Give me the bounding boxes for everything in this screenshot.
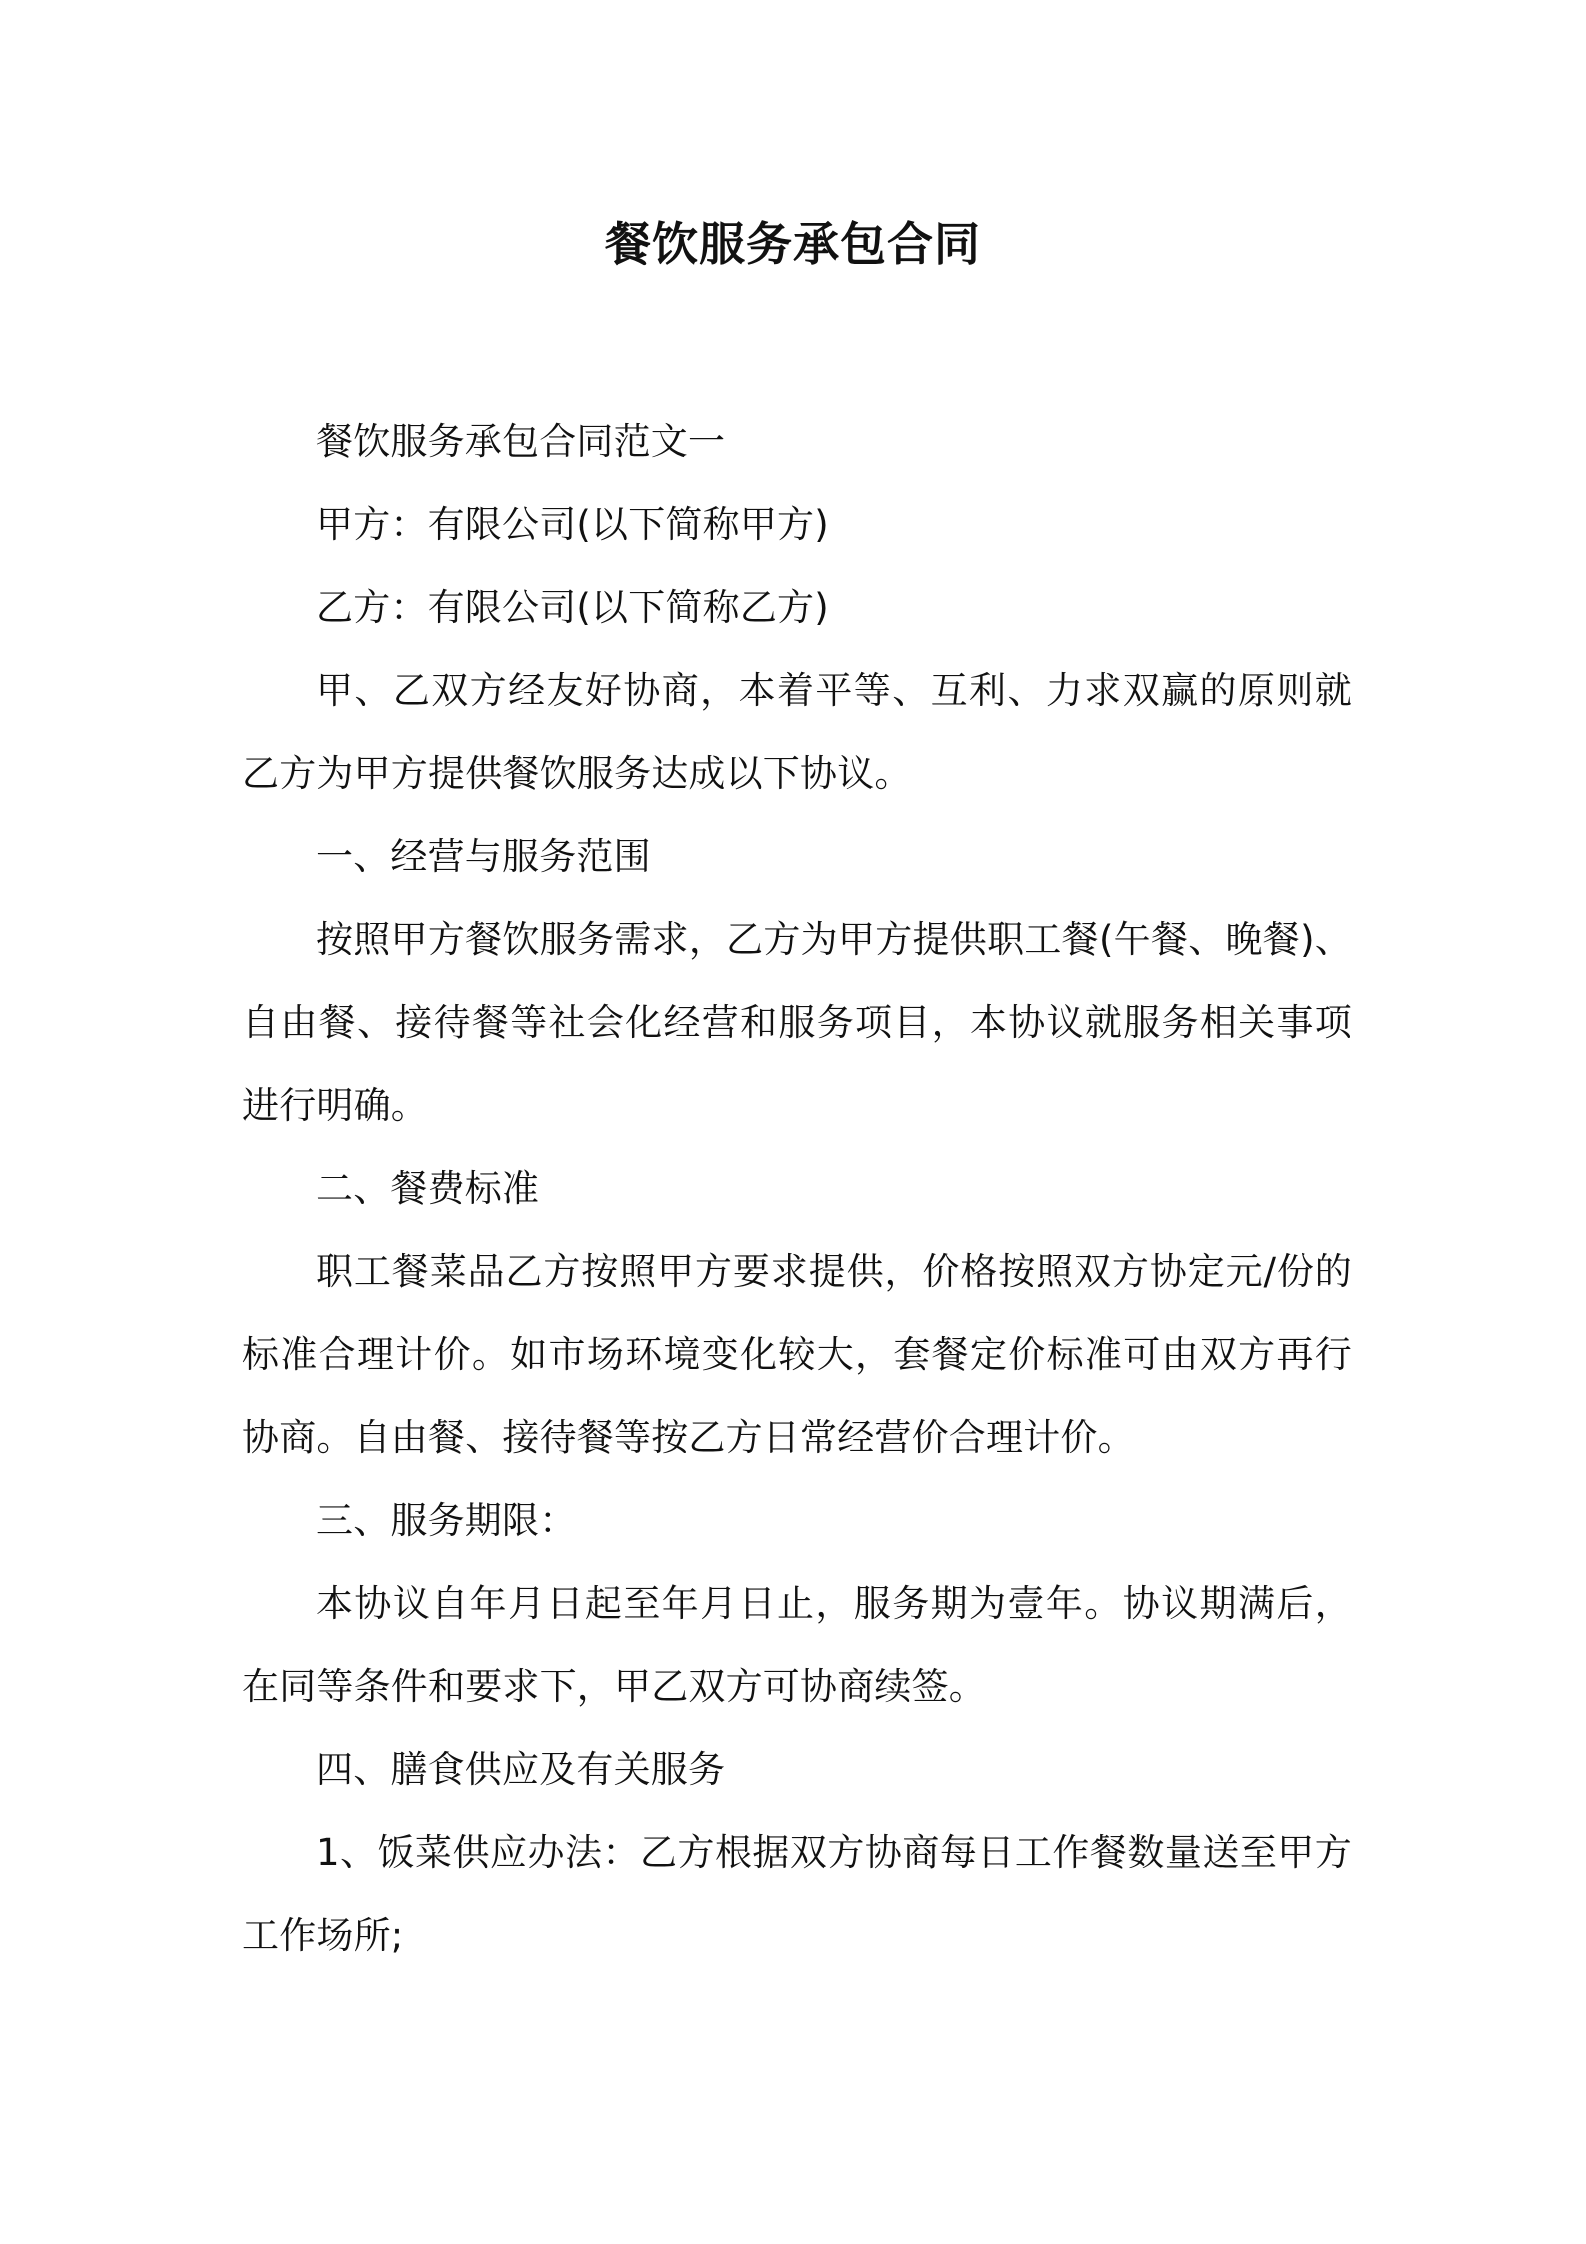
- section-heading-1: 一、经营与服务范围: [316, 835, 651, 878]
- intro-paragraph: 甲、乙双方经友好协商，本着平等、互利、力求双赢的原则就乙方为甲方提供餐饮服务达成以下协议。: [242, 669, 1352, 795]
- section-heading-3: 三、服务期限：: [316, 1499, 577, 1542]
- section-1-paragraph: 按照甲方餐饮服务需求，乙方为甲方提供职工餐(午餐、晚餐)、自由餐、接待餐等社会化经营和服务项目，本协议就服务相关事项进行明确。: [242, 918, 1352, 1127]
- section-4-item-1: 1、饭菜供应办法：乙方根据双方协商每日工作餐数量送至甲方工作场所;: [242, 1831, 1352, 1957]
- party-b-paragraph: 乙方：有限公司(以下简称乙方): [316, 586, 829, 629]
- section-heading-2: 二、餐费标准: [316, 1167, 540, 1210]
- section-heading-4: 四、膳食供应及有关服务: [316, 1748, 726, 1791]
- party-a-paragraph: 甲方：有限公司(以下简称甲方): [316, 503, 829, 546]
- document-title: 餐饮服务承包合同: [605, 217, 981, 271]
- section-3-paragraph: 本协议自年月日起至年月日止，服务期为壹年。协议期满后，在同等条件和要求下，甲乙双方可协商续签。: [242, 1582, 1352, 1708]
- subtitle-paragraph: 餐饮服务承包合同范文一: [316, 420, 726, 463]
- document-body: [242, 400, 1352, 1977]
- section-2-paragraph: 职工餐菜品乙方按照甲方要求提供，价格按照双方协定元/份的标准合理计价。如市场环境变化较大，套餐定价标准可由双方再行协商。自由餐、接待餐等按乙方日常经营价合理计价。: [242, 1250, 1352, 1459]
